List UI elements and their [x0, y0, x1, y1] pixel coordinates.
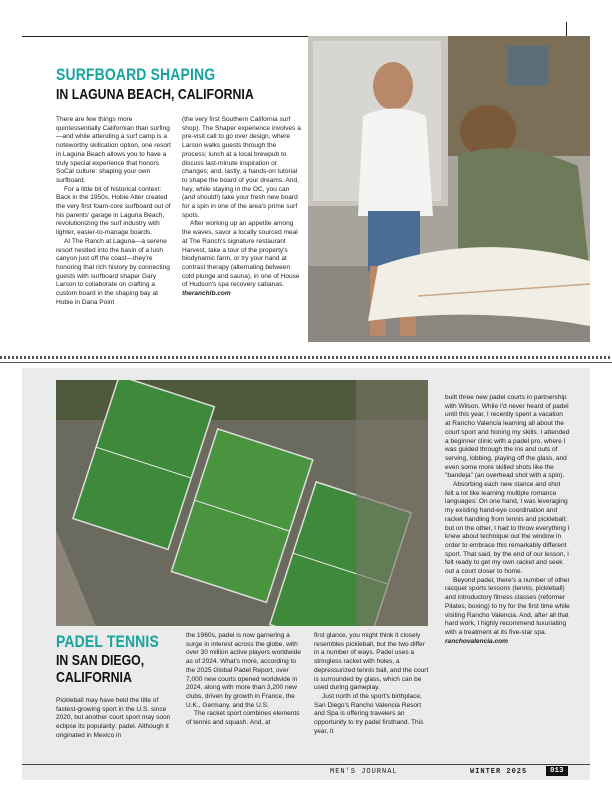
- padel-link[interactable]: ranchovalencia.com: [445, 637, 508, 645]
- padel-c1-p1: Pickleball may have held the title of fastest-growing sport in the U.S. since 2020, but another court sport may soon eclipse its popularity: padel. Although it originated in Mexico in: [56, 697, 171, 739]
- padel-subtitle-1: IN SAN DIEGO,: [56, 652, 145, 669]
- section-divider: [0, 356, 612, 359]
- crop-mark: [566, 22, 567, 36]
- surf-c1-p3: At The Ranch at Laguna—a serene resort nestled into the basin of a lush canyon just off the coast—they're honoring that rich history by connecting guests with surfboard shaper Gary Larson to collaborate on crafting a custom board in the shaping bay at Hobie in Dana Point: [56, 237, 170, 306]
- surf-c2-p2: After working up an appetite among the waves, savor a locally sourced meal at The Ranch's signature restaurant Harvest, take a tour of the property's biodynamic farm, or try your hand at contrast therapy (alternating between cold plunge and sauna), in one of House of Hudson's spa recovery cabanas.: [182, 220, 300, 289]
- padel-photo-illustration: [56, 380, 428, 626]
- padel-c2-p1: the 1960s, padel is now garnering a surge in interest across the globe, with over 30 million active players worldwide as of 2024. What's more, according to the 2025 Global Padel Report, over 7,000 new courts opened worldwide in 2024, along with more than 3,200 new clubs, driven by growth in France, the U.K., Germany, and the U.S.: [186, 632, 301, 709]
- surf-c2-p1: (the very first Southern California surf shop). The Shaper experience involves a pre-visit call to go over design, where Larson walks guests through the process; lunch at a local brewpub to discuss last-minute inspiration or changes; and, lastly, a hands-on tutorial to shape the board of your dreams. And, hey, while staying in the OC, you can (and should!) take your fresh new board for a spin in one of the area's prime surf spots.: [182, 116, 301, 219]
- surf-link[interactable]: theranchlb.com: [182, 290, 231, 298]
- surf-c1-p1: There are few things more quintessentially Californian than surfing—and while attending a surf camp is a noteworthy skillcation option, one resort in Laguna Beach allows you to have a truly special experience that honors SoCal culture: shaping your own surfboard.: [56, 116, 171, 184]
- padel-subtitle-2: CALIFORNIA: [56, 669, 132, 686]
- padel-column-1: [56, 697, 176, 741]
- surf-photo-illustration: [308, 36, 590, 342]
- surf-column-1: [56, 116, 176, 307]
- surf-subtitle: IN LAGUNA BEACH, CALIFORNIA: [56, 86, 254, 103]
- section-divider-line: [0, 362, 612, 363]
- padel-c2-p2: The racket sport combines elements of tennis and squash. And, at: [186, 710, 300, 727]
- footer-magazine: MEN'S JOURNAL: [330, 768, 398, 776]
- padel-c4-p3: Beyond padel, there's a number of other racquet sports lessons (tennis, pickleball) and introductory fitness classes (reformer Pilates, boxing) to try for the first time while visiting Rancho Valencia. And, after all that hard work, I highly recommend luxuriating with a treatment at its five-star spa.: [445, 576, 570, 636]
- surf-c1-p2: For a little bit of historical context: Back in the 1950s, Hobie Alter created the very first foam-core surfboard out of his parents' garage in Laguna Beach, revolutionizing the surf industry with lighter, easier-to-manage boards.: [56, 185, 171, 237]
- padel-c4-p2: Absorbing each new stance and shot felt a lot like learning multiple romance languages: On one hand, I was leveraging my existing hand-eye coordination and racket handling from tennis and pickleball; but on the other, I had to throw everything I knew about technique out the window in order to embrace this remarkably different sport. That said, by the end of our lesson, I felt ready to get my own racket and seek out a court closer to home.: [445, 481, 570, 576]
- padel-column-2: [186, 632, 302, 728]
- padel-c4-p1: built three new padel courts in partnership with Wilson. While I'd never heard of padel until this year, I recently spent a vacation at Rancho Valencia learning all about the court sport and honing my skills. I attended a beginner clinic with a padel pro, where I was guided through the ins and outs of serving, lobbing, playing off the glass, and even some more skilled shots like the "bandeja" (an overhead shot with a spin).: [445, 394, 570, 480]
- surf-photo: [308, 36, 590, 342]
- padel-title: PADEL TENNIS: [56, 632, 159, 651]
- surf-title: SURFBOARD SHAPING: [56, 65, 216, 84]
- padel-c3-p2: Just north of the sport's birthplace, San Diego's Rancho Valencia Resort and Spa is offering travelers an opportunity to try padel firsthand. This year, it: [314, 692, 424, 735]
- footer-rule: [22, 764, 590, 765]
- padel-column-3: [314, 632, 430, 736]
- padel-column-4: [445, 394, 570, 646]
- surf-column-2: [182, 116, 302, 299]
- padel-photo: [56, 380, 428, 626]
- footer-issue: WINTER 2025: [470, 768, 528, 776]
- page-number: 013: [546, 766, 568, 776]
- padel-c3-p1: first glance, you might think it closely resembles pickleball, but the two differ in a number of ways. Padel uses a stringless racket with holes, a depressurized tennis ball, and the court is surrounded by glass, which can be used during gameplay.: [314, 632, 429, 692]
